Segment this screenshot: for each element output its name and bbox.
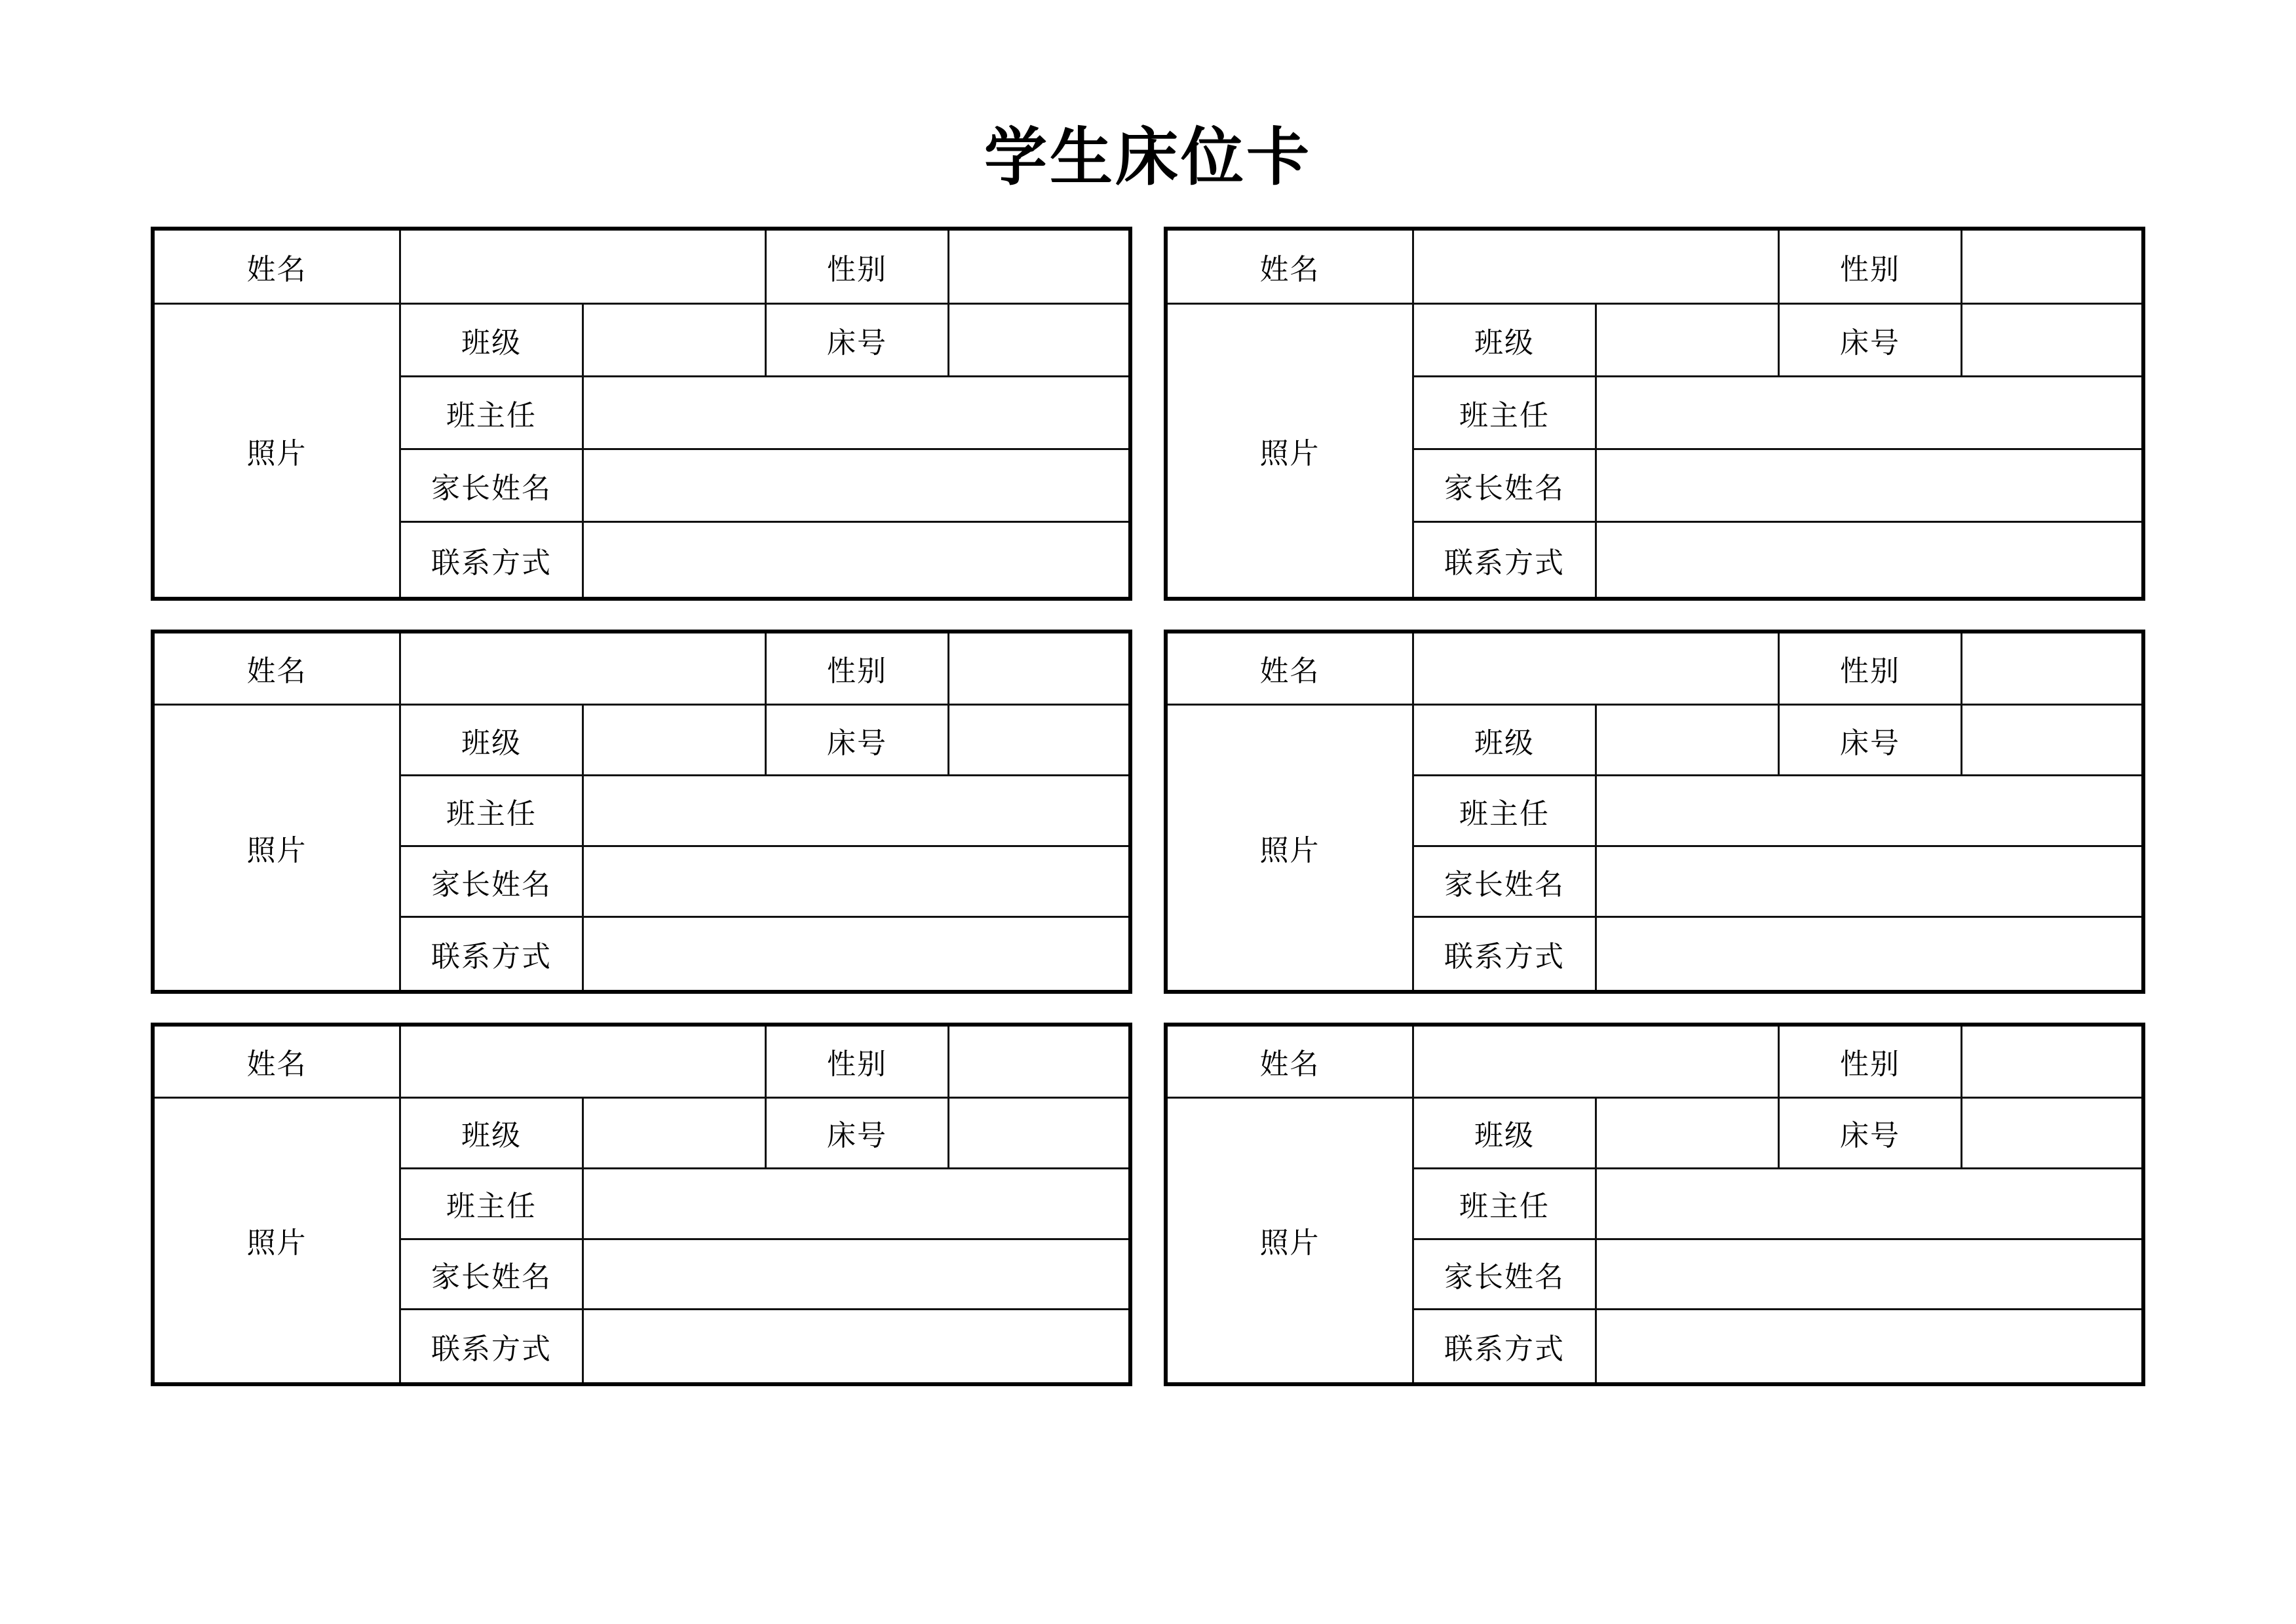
contact-field[interactable] bbox=[1597, 918, 2141, 990]
bed-no-field[interactable] bbox=[949, 706, 1128, 776]
bed-no-label: 床号 bbox=[767, 305, 949, 377]
parent-name-label: 家长姓名 bbox=[1414, 1240, 1597, 1311]
name-field[interactable] bbox=[401, 231, 767, 305]
photo-area[interactable] bbox=[155, 1099, 401, 1382]
photo-area[interactable] bbox=[155, 706, 401, 990]
parent-name-field[interactable] bbox=[584, 1240, 1128, 1311]
class-field[interactable] bbox=[584, 305, 767, 377]
bed-no-label: 床号 bbox=[1780, 1099, 1962, 1169]
parent-name-label: 家长姓名 bbox=[401, 1240, 584, 1311]
name-field[interactable] bbox=[1414, 231, 1780, 305]
bed-no-label: 床号 bbox=[767, 706, 949, 776]
bed-card bbox=[151, 630, 1132, 994]
parent-name-label: 家长姓名 bbox=[401, 847, 584, 918]
parent-name-label: 家长姓名 bbox=[1414, 450, 1597, 523]
class-field[interactable] bbox=[584, 1099, 767, 1169]
photo-label: 照片 bbox=[1259, 833, 1320, 867]
gender-label: 性别 bbox=[767, 1027, 949, 1099]
contact-label: 联系方式 bbox=[401, 1310, 584, 1382]
head-teacher-label: 班主任 bbox=[401, 776, 584, 847]
photo-area[interactable] bbox=[1168, 305, 1414, 597]
bed-no-label: 床号 bbox=[1780, 305, 1962, 377]
class-field[interactable] bbox=[584, 706, 767, 776]
contact-field[interactable] bbox=[584, 1310, 1128, 1382]
bed-no-field[interactable] bbox=[949, 1099, 1128, 1169]
gender-field[interactable] bbox=[1962, 1027, 2141, 1099]
head-teacher-label: 班主任 bbox=[1414, 1169, 1597, 1240]
photo-area[interactable] bbox=[1168, 1099, 1414, 1382]
class-label: 班级 bbox=[1414, 706, 1597, 776]
head-teacher-field[interactable] bbox=[584, 776, 1128, 847]
bed-card bbox=[1164, 227, 2145, 601]
bed-no-field[interactable] bbox=[1962, 1099, 2141, 1169]
head-teacher-field[interactable] bbox=[584, 1169, 1128, 1240]
name-label: 姓名 bbox=[1168, 1027, 1414, 1099]
name-field[interactable] bbox=[401, 633, 767, 706]
bed-no-field[interactable] bbox=[1962, 706, 2141, 776]
name-label: 姓名 bbox=[155, 1027, 401, 1099]
gender-field[interactable] bbox=[949, 1027, 1128, 1099]
bed-no-field[interactable] bbox=[1962, 305, 2141, 377]
name-field[interactable] bbox=[1414, 633, 1780, 706]
head-teacher-field[interactable] bbox=[584, 377, 1128, 450]
contact-label: 联系方式 bbox=[1414, 1310, 1597, 1382]
page-title: 学生床位卡 bbox=[984, 120, 1312, 194]
bed-no-field[interactable] bbox=[949, 305, 1128, 377]
class-field[interactable] bbox=[1597, 706, 1780, 776]
parent-name-field[interactable] bbox=[1597, 847, 2141, 918]
parent-name-field[interactable] bbox=[584, 847, 1128, 918]
gender-label: 性别 bbox=[767, 633, 949, 706]
head-teacher-label: 班主任 bbox=[401, 1169, 584, 1240]
bed-card bbox=[151, 227, 1132, 601]
contact-label: 联系方式 bbox=[401, 918, 584, 990]
name-label: 姓名 bbox=[1168, 633, 1414, 706]
parent-name-field[interactable] bbox=[1597, 450, 2141, 523]
head-teacher-label: 班主任 bbox=[401, 377, 584, 450]
class-field[interactable] bbox=[1597, 1099, 1780, 1169]
contact-field[interactable] bbox=[1597, 1310, 2141, 1382]
contact-field[interactable] bbox=[1597, 523, 2141, 597]
gender-label: 性别 bbox=[767, 231, 949, 305]
bed-card bbox=[1164, 630, 2145, 994]
parent-name-field[interactable] bbox=[1597, 1240, 2141, 1311]
parent-name-label: 家长姓名 bbox=[401, 450, 584, 523]
class-label: 班级 bbox=[401, 706, 584, 776]
photo-area[interactable] bbox=[155, 305, 401, 597]
gender-field[interactable] bbox=[949, 231, 1128, 305]
photo-label: 照片 bbox=[246, 1226, 307, 1260]
photo-label: 照片 bbox=[246, 436, 307, 470]
head-teacher-field[interactable] bbox=[1597, 776, 2141, 847]
gender-label: 性别 bbox=[1780, 231, 1962, 305]
gender-label: 性别 bbox=[1780, 633, 1962, 706]
photo-label: 照片 bbox=[246, 833, 307, 867]
bed-no-label: 床号 bbox=[1780, 706, 1962, 776]
contact-label: 联系方式 bbox=[1414, 523, 1597, 597]
photo-label: 照片 bbox=[1259, 1226, 1320, 1260]
name-label: 姓名 bbox=[155, 231, 401, 305]
head-teacher-label: 班主任 bbox=[1414, 776, 1597, 847]
class-label: 班级 bbox=[1414, 305, 1597, 377]
bed-card bbox=[151, 1023, 1132, 1386]
photo-label: 照片 bbox=[1259, 436, 1320, 470]
name-label: 姓名 bbox=[155, 633, 401, 706]
contact-field[interactable] bbox=[584, 523, 1128, 597]
class-label: 班级 bbox=[401, 305, 584, 377]
head-teacher-field[interactable] bbox=[1597, 377, 2141, 450]
parent-name-label: 家长姓名 bbox=[1414, 847, 1597, 918]
class-label: 班级 bbox=[1414, 1099, 1597, 1169]
bed-card bbox=[1164, 1023, 2145, 1386]
contact-label: 联系方式 bbox=[1414, 918, 1597, 990]
contact-label: 联系方式 bbox=[401, 523, 584, 597]
gender-field[interactable] bbox=[1962, 633, 2141, 706]
head-teacher-field[interactable] bbox=[1597, 1169, 2141, 1240]
gender-label: 性别 bbox=[1780, 1027, 1962, 1099]
bed-no-label: 床号 bbox=[767, 1099, 949, 1169]
gender-field[interactable] bbox=[1962, 231, 2141, 305]
head-teacher-label: 班主任 bbox=[1414, 377, 1597, 450]
class-field[interactable] bbox=[1597, 305, 1780, 377]
name-field[interactable] bbox=[401, 1027, 767, 1099]
contact-field[interactable] bbox=[584, 918, 1128, 990]
gender-field[interactable] bbox=[949, 633, 1128, 706]
parent-name-field[interactable] bbox=[584, 450, 1128, 523]
photo-area[interactable] bbox=[1168, 706, 1414, 990]
class-label: 班级 bbox=[401, 1099, 584, 1169]
name-field[interactable] bbox=[1414, 1027, 1780, 1099]
name-label: 姓名 bbox=[1168, 231, 1414, 305]
